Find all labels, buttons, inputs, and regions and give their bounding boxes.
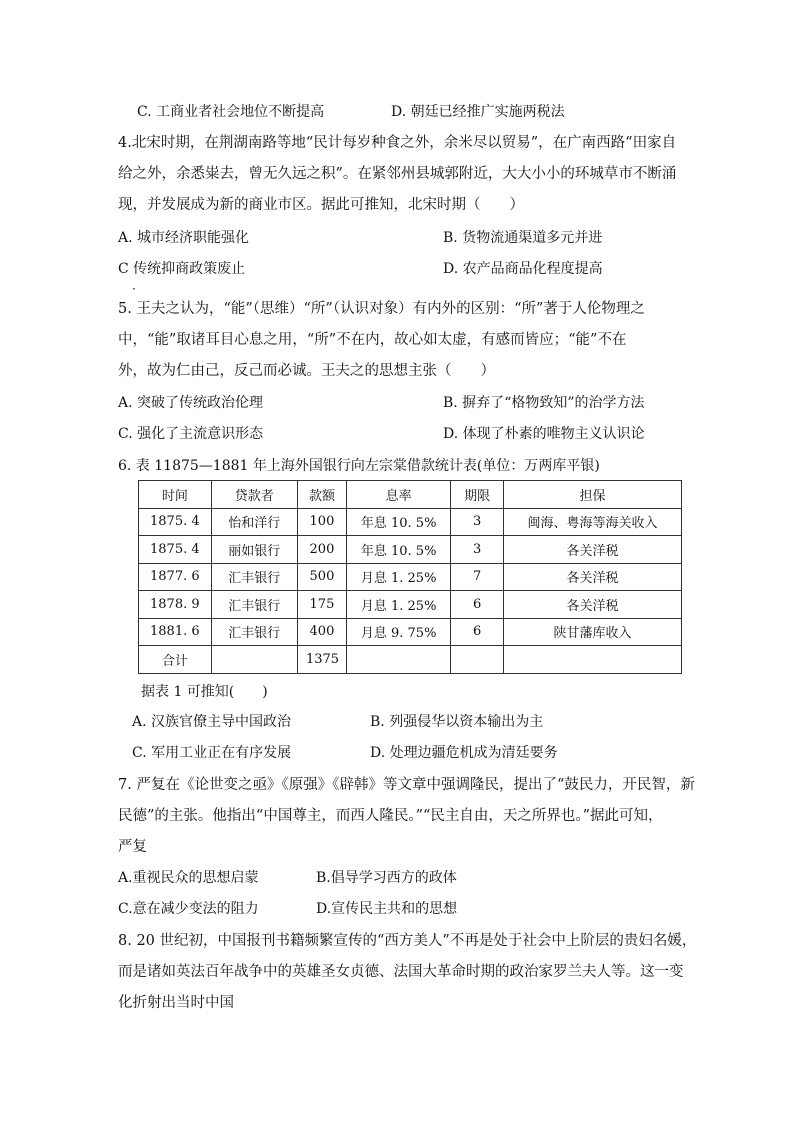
- table-header-row: [139, 481, 682, 509]
- cell-amount: 500: [297, 563, 346, 591]
- cell-term: 6: [451, 618, 504, 646]
- cell-term: 3: [451, 536, 504, 564]
- table-row: [139, 563, 682, 591]
- q6-caption: 6. 表 11875—1881 年上海外国银行向左宗棠借款统计表(单位：万两库平银): [118, 458, 600, 474]
- q3-option-d: D. 朝廷已经推广实施两税法: [391, 104, 565, 120]
- cell-lender: 怡和洋行: [211, 508, 297, 536]
- q5-option-b: B. 摒弃了“格物致知”的治学方法: [443, 395, 645, 411]
- cell-guarantee: 各关洋税: [503, 591, 681, 619]
- q5-stem-line-1: 5. 王夫之认为，“能”（思维）“所”（认识对象）有内外的区别：“所”著于人伦物理之: [118, 301, 645, 317]
- cell-lender: 丽如银行: [211, 536, 297, 564]
- cell-guarantee: 闽海、粤海等海关收入: [503, 508, 681, 536]
- stray-mark: ·: [132, 282, 136, 296]
- table-row: [139, 591, 682, 619]
- q8-stem-line-1: 8. 20 世纪初，中国报刊书籍频繁宣传的“西方美人”不再是处于社会中上阶层的贵妇名媛，: [118, 933, 697, 949]
- cell-interest: 月息 1. 25%: [346, 591, 450, 619]
- q6-option-d: D. 处理边疆危机成为清廷要务: [370, 745, 558, 761]
- header-guarantee: 担保: [503, 481, 681, 509]
- cell-amount: 200: [297, 536, 346, 564]
- q7-stem-line-2: 民德”的主张。他指出“中国尊主，而西人隆民。”“民主自由，天之所界也。”据此可知，: [118, 808, 663, 824]
- cell-time: 1881. 6: [139, 618, 212, 646]
- q5-stem-line-2: 中，“能”取诸耳目心息之用，“所”不在内，故心如太虚，有感而皆应；“能”不在: [118, 332, 627, 348]
- cell-lender: 汇丰银行: [211, 618, 297, 646]
- cell-time: 1875. 4: [139, 508, 212, 536]
- header-amount: 款额: [297, 481, 346, 509]
- header-lender: 贷款者: [211, 481, 297, 509]
- q4-option-c: C 传统抑商政策废止: [118, 261, 246, 277]
- loan-table: [138, 480, 682, 674]
- cell-term: 3: [451, 508, 504, 536]
- q7-option-c: C.意在减少变法的阻力: [118, 901, 259, 917]
- cell-term: 6: [451, 591, 504, 619]
- q3-option-c: C. 工商业者社会地位不断提高: [137, 104, 325, 120]
- q4-option-d: D. 农产品商品化程度提高: [443, 261, 603, 277]
- q7-stem-line-1: 7. 严复在《论世变之亟》《原强》《辟韩》等文章中强调隆民，提出了“鼓民力，开民智，新: [118, 777, 695, 793]
- cell-total-label: 合计: [139, 646, 212, 674]
- cell-empty: [451, 646, 504, 674]
- cell-time: 1875. 4: [139, 536, 212, 564]
- cell-amount: 175: [297, 591, 346, 619]
- table-total-row: [139, 646, 682, 674]
- table-row: [139, 618, 682, 646]
- cell-interest: 年息 10. 5%: [346, 536, 450, 564]
- table-row: [139, 508, 682, 536]
- q6-option-a: A. 汉族官僚主导中国政治: [132, 714, 292, 730]
- q5-option-d: D. 体现了朴素的唯物主义认识论: [443, 426, 645, 442]
- q7-option-b: B.倡导学习西方的政体: [316, 870, 457, 886]
- cell-empty: [503, 646, 681, 674]
- q4-stem-line-1: 4.北宋时期，在荆湖南路等地“民计每岁种食之外，余米尽以贸易”，在广南西路“田家自: [118, 135, 677, 151]
- header-time: 时间: [139, 481, 212, 509]
- q8-stem-line-2: 而是诸如英法百年战争中的英雄圣女贞德、法国大革命时期的政治家罗兰夫人等。这一变: [118, 964, 684, 980]
- header-term: 期限: [451, 481, 504, 509]
- cell-guarantee: 各关洋税: [503, 536, 681, 564]
- q4-option-b: B. 货物流通渠道多元并进: [443, 230, 603, 246]
- q8-stem-line-3: 化折射出当时中国: [118, 995, 234, 1011]
- q4-stem-line-3: 现，并发展成为新的商业市区。据此可推知，北宋时期（ ）: [118, 197, 524, 213]
- cell-guarantee: 各关洋税: [503, 563, 681, 591]
- q7-option-a: A.重视民众的思想启蒙: [118, 870, 259, 886]
- cell-term: 7: [451, 563, 504, 591]
- cell-empty: [211, 646, 297, 674]
- cell-empty: [346, 646, 450, 674]
- q6-option-b: B. 列强侵华以资本输出为主: [370, 714, 544, 730]
- cell-interest: 月息 1. 25%: [346, 563, 450, 591]
- q7-stem-line-3: 严复: [118, 839, 147, 855]
- q6-stem: 据表 1 可推知( ): [141, 684, 268, 700]
- cell-guarantee: 陕甘藩库收入: [503, 618, 681, 646]
- q4-stem-line-2: 给之外，余悉粜去，曾无久远之积”。在紧邻州县城郭附近，大大小小的环城草市不断涌: [118, 166, 677, 182]
- table-row: [139, 536, 682, 564]
- q5-option-a: A. 突破了传统政治伦理: [118, 395, 264, 411]
- header-interest: 息率: [346, 481, 450, 509]
- q4-option-a: A. 城市经济职能强化: [118, 230, 250, 246]
- cell-amount: 100: [297, 508, 346, 536]
- q5-stem-line-3: 外，故为仁由己，反己而必诚。王夫之的思想主张（ ）: [118, 363, 495, 379]
- cell-interest: 年息 10. 5%: [346, 508, 450, 536]
- cell-interest: 月息 9. 75%: [346, 618, 450, 646]
- cell-total-amount: 1375: [297, 646, 346, 674]
- cell-time: 1877. 6: [139, 563, 212, 591]
- q5-option-c: C. 强化了主流意识形态: [118, 426, 264, 442]
- cell-lender: 汇丰银行: [211, 563, 297, 591]
- q7-option-d: D.宣传民主共和的思想: [316, 901, 458, 917]
- q6-option-c: C. 军用工业正在有序发展: [132, 745, 292, 761]
- cell-lender: 汇丰银行: [211, 591, 297, 619]
- cell-amount: 400: [297, 618, 346, 646]
- cell-time: 1878. 9: [139, 591, 212, 619]
